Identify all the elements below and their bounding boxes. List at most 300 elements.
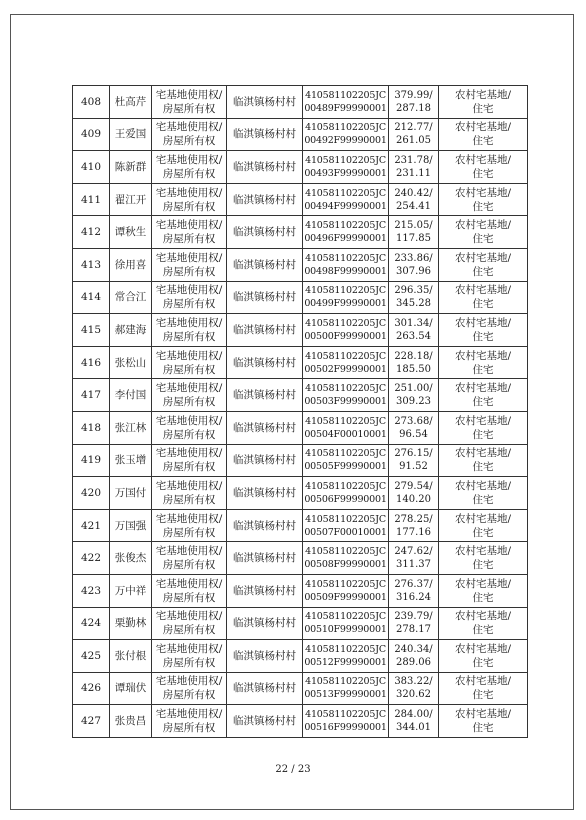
right-type-cell [152, 444, 227, 477]
area-line: 345.28 [396, 298, 431, 310]
table-row [73, 444, 528, 477]
land-use-line: 农村宅基地/ [454, 349, 512, 362]
owner-name-cell: 万国付 [110, 477, 152, 510]
right-type-line: 房屋所有权 [162, 428, 216, 441]
table-row [73, 672, 528, 705]
area-line: 301.34/ [394, 317, 433, 329]
table-row [73, 314, 528, 347]
parcel-code-line: 410581102205JC [305, 89, 386, 101]
owner-name-cell: 陈新群 [110, 151, 152, 184]
parcel-code-cell [303, 574, 389, 607]
land-use-line: 农村宅基地/ [454, 88, 512, 101]
land-use-line: 住宅 [472, 200, 494, 213]
area-line: 261.05 [396, 135, 431, 147]
owner-name-cell: 张玉增 [110, 444, 152, 477]
area-line: 279.54/ [394, 480, 433, 492]
parcel-code-line: 410581102205JC [305, 187, 386, 199]
right-type-cell [152, 281, 227, 314]
table-row [73, 542, 528, 575]
location-cell: 临淇镇杨村村 [227, 444, 303, 477]
record-number-cell: 416 [73, 346, 110, 379]
right-type-cell [152, 379, 227, 412]
area-line: 239.79/ [394, 611, 433, 623]
right-type-line: 房屋所有权 [162, 722, 216, 735]
location-cell: 临淇镇杨村村 [227, 118, 303, 151]
record-number-cell: 423 [73, 574, 110, 607]
area-line: 383.22/ [394, 676, 433, 688]
owner-name-cell: 翟江开 [110, 183, 152, 216]
right-type-cell [152, 248, 227, 281]
land-use-cell [439, 216, 528, 249]
table-row [73, 509, 528, 542]
right-type-line: 房屋所有权 [162, 591, 216, 604]
area-line: 344.01 [396, 722, 431, 734]
area-cell [389, 216, 439, 249]
right-type-cell [152, 411, 227, 444]
location-cell: 临淇镇杨村村 [227, 248, 303, 281]
location-cell: 临淇镇杨村村 [227, 216, 303, 249]
parcel-code-line: 00498F99990001 [304, 265, 387, 277]
table-row [73, 705, 528, 738]
right-type-line: 房屋所有权 [162, 330, 216, 343]
owner-name-cell: 徐用喜 [110, 248, 152, 281]
record-number-cell: 426 [73, 672, 110, 705]
parcel-code-line: 00494F99990001 [304, 200, 387, 212]
location-cell: 临淇镇杨村村 [227, 607, 303, 640]
right-type-line: 房屋所有权 [162, 102, 216, 115]
land-use-line: 农村宅基地/ [454, 316, 512, 329]
right-type-line: 宅基地使用权/ [155, 186, 223, 199]
parcel-code-cell [303, 118, 389, 151]
area-line: 307.96 [396, 265, 431, 277]
land-use-cell [439, 183, 528, 216]
right-type-line: 宅基地使用权/ [155, 316, 223, 329]
land-use-cell [439, 444, 528, 477]
owner-name-cell: 李付国 [110, 379, 152, 412]
area-line: 289.06 [396, 656, 431, 668]
parcel-code-line: 00510F99990001 [304, 624, 387, 636]
table-row [73, 151, 528, 184]
right-type-line: 宅基地使用权/ [155, 642, 223, 655]
land-use-line: 农村宅基地/ [454, 382, 512, 395]
land-use-line: 住宅 [472, 559, 494, 572]
area-line: 212.77/ [394, 122, 433, 134]
parcel-code-line: 00506F99990001 [304, 493, 387, 505]
owner-name-cell: 张江林 [110, 411, 152, 444]
record-number-cell: 408 [73, 86, 110, 119]
area-line: 254.41 [396, 200, 431, 212]
parcel-code-line: 410581102205JC [305, 220, 386, 232]
table-row [73, 248, 528, 281]
land-use-cell [439, 574, 528, 607]
parcel-code-line: 00513F99990001 [304, 689, 387, 701]
record-number-cell: 427 [73, 705, 110, 738]
right-type-cell [152, 477, 227, 510]
right-type-line: 宅基地使用权/ [155, 545, 223, 558]
land-use-line: 住宅 [472, 363, 494, 376]
table-row [73, 477, 528, 510]
parcel-code-line: 410581102205JC [305, 285, 386, 297]
land-use-line: 住宅 [472, 461, 494, 474]
area-line: 177.16 [396, 526, 431, 538]
land-use-line: 农村宅基地/ [454, 545, 512, 558]
owner-name-cell: 张松山 [110, 346, 152, 379]
area-cell [389, 346, 439, 379]
area-cell [389, 672, 439, 705]
area-line: 320.62 [396, 689, 431, 701]
land-use-line: 农村宅基地/ [454, 251, 512, 264]
right-type-line: 房屋所有权 [162, 624, 216, 637]
right-type-cell [152, 542, 227, 575]
parcel-code-line: 00507F00010001 [304, 526, 387, 538]
owner-name-cell: 张付根 [110, 640, 152, 673]
location-cell: 临淇镇杨村村 [227, 477, 303, 510]
parcel-code-line: 00493F99990001 [304, 167, 387, 179]
parcel-code-cell [303, 379, 389, 412]
area-cell [389, 281, 439, 314]
parcel-code-cell [303, 281, 389, 314]
record-number-cell: 413 [73, 248, 110, 281]
land-use-line: 农村宅基地/ [454, 284, 512, 297]
parcel-code-cell [303, 314, 389, 347]
record-number-cell: 418 [73, 411, 110, 444]
parcel-code-cell [303, 509, 389, 542]
parcel-code-cell [303, 411, 389, 444]
area-line: 296.35/ [394, 285, 433, 297]
area-cell [389, 607, 439, 640]
area-line: 284.00/ [394, 709, 433, 721]
record-number-cell: 409 [73, 118, 110, 151]
location-cell: 临淇镇杨村村 [227, 542, 303, 575]
right-type-line: 房屋所有权 [162, 461, 216, 474]
parcel-code-cell [303, 444, 389, 477]
parcel-code-cell [303, 672, 389, 705]
parcel-code-line: 00489F99990001 [304, 102, 387, 114]
land-use-cell [439, 86, 528, 119]
land-use-cell [439, 672, 528, 705]
land-use-line: 住宅 [472, 135, 494, 148]
area-line: 185.50 [396, 363, 431, 375]
area-line: 240.42/ [394, 187, 433, 199]
parcel-code-line: 410581102205JC [305, 480, 386, 492]
table-row [73, 118, 528, 151]
parcel-code-line: 410581102205JC [305, 709, 386, 721]
location-cell: 临淇镇杨村村 [227, 346, 303, 379]
land-use-line: 住宅 [472, 298, 494, 311]
land-use-line: 住宅 [472, 722, 494, 735]
right-type-line: 房屋所有权 [162, 167, 216, 180]
land-use-line: 农村宅基地/ [454, 675, 512, 688]
land-use-cell [439, 509, 528, 542]
right-type-line: 房屋所有权 [162, 265, 216, 278]
land-use-line: 住宅 [472, 493, 494, 506]
land-use-line: 农村宅基地/ [454, 708, 512, 721]
record-number-cell: 411 [73, 183, 110, 216]
land-use-line: 农村宅基地/ [454, 121, 512, 134]
area-line: 273.68/ [394, 415, 433, 427]
parcel-code-cell [303, 346, 389, 379]
location-cell: 临淇镇杨村村 [227, 574, 303, 607]
land-use-cell [439, 542, 528, 575]
area-line: 251.00/ [394, 383, 433, 395]
right-type-line: 宅基地使用权/ [155, 219, 223, 232]
parcel-code-cell [303, 477, 389, 510]
land-use-cell [439, 151, 528, 184]
area-line: 311.37 [396, 559, 431, 571]
area-line: 240.34/ [394, 643, 433, 655]
right-type-line: 房屋所有权 [162, 396, 216, 409]
parcel-code-line: 410581102205JC [305, 154, 386, 166]
area-cell [389, 574, 439, 607]
right-type-line: 宅基地使用权/ [155, 284, 223, 297]
area-line: 379.99/ [394, 89, 433, 101]
land-use-line: 住宅 [472, 396, 494, 409]
land-use-cell [439, 379, 528, 412]
owner-name-cell: 谭瑞伏 [110, 672, 152, 705]
area-line: 117.85 [396, 233, 431, 245]
table-row [73, 86, 528, 119]
parcel-code-line: 00504F00010001 [304, 428, 387, 440]
land-use-line: 农村宅基地/ [454, 186, 512, 199]
right-type-cell [152, 216, 227, 249]
record-number-cell: 415 [73, 314, 110, 347]
parcel-code-line: 00492F99990001 [304, 135, 387, 147]
location-cell: 临淇镇杨村村 [227, 314, 303, 347]
area-line: 96.54 [399, 428, 428, 440]
parcel-code-line: 410581102205JC [305, 643, 386, 655]
parcel-code-line: 410581102205JC [305, 317, 386, 329]
location-cell: 临淇镇杨村村 [227, 411, 303, 444]
right-type-line: 房屋所有权 [162, 135, 216, 148]
right-type-line: 宅基地使用权/ [155, 88, 223, 101]
registration-table [72, 85, 528, 738]
land-use-line: 农村宅基地/ [454, 479, 512, 492]
parcel-code-line: 00516F99990001 [304, 722, 387, 734]
area-cell [389, 379, 439, 412]
area-cell [389, 86, 439, 119]
parcel-code-line: 410581102205JC [305, 252, 386, 264]
parcel-code-line: 410581102205JC [305, 383, 386, 395]
record-number-cell: 421 [73, 509, 110, 542]
parcel-code-line: 410581102205JC [305, 546, 386, 558]
land-use-cell [439, 705, 528, 738]
right-type-cell [152, 151, 227, 184]
area-cell [389, 640, 439, 673]
land-use-line: 农村宅基地/ [454, 512, 512, 525]
table-body [73, 86, 528, 738]
land-use-line: 住宅 [472, 330, 494, 343]
parcel-code-cell [303, 183, 389, 216]
right-type-line: 宅基地使用权/ [155, 382, 223, 395]
right-type-line: 宅基地使用权/ [155, 414, 223, 427]
parcel-code-line: 410581102205JC [305, 122, 386, 134]
location-cell: 临淇镇杨村村 [227, 86, 303, 119]
right-type-line: 宅基地使用权/ [155, 675, 223, 688]
location-cell: 临淇镇杨村村 [227, 509, 303, 542]
land-use-line: 住宅 [472, 265, 494, 278]
parcel-code-line: 00502F99990001 [304, 363, 387, 375]
table-row [73, 216, 528, 249]
land-use-line: 农村宅基地/ [454, 447, 512, 460]
right-type-cell [152, 86, 227, 119]
parcel-code-line: 00499F99990001 [304, 298, 387, 310]
right-type-line: 房屋所有权 [162, 656, 216, 669]
area-line: 140.20 [396, 493, 431, 505]
land-use-line: 住宅 [472, 591, 494, 604]
parcel-code-line: 00500F99990001 [304, 330, 387, 342]
area-line: 316.24 [396, 591, 431, 603]
right-type-line: 房屋所有权 [162, 559, 216, 572]
table-row [73, 607, 528, 640]
land-use-line: 农村宅基地/ [454, 577, 512, 590]
record-number-cell: 414 [73, 281, 110, 314]
right-type-cell [152, 509, 227, 542]
right-type-line: 房屋所有权 [162, 526, 216, 539]
record-number-cell: 419 [73, 444, 110, 477]
right-type-cell [152, 183, 227, 216]
record-number-cell: 425 [73, 640, 110, 673]
land-use-line: 住宅 [472, 689, 494, 702]
area-cell [389, 705, 439, 738]
right-type-line: 房屋所有权 [162, 363, 216, 376]
area-cell [389, 314, 439, 347]
right-type-line: 宅基地使用权/ [155, 349, 223, 362]
area-line: 276.15/ [394, 448, 433, 460]
location-cell: 临淇镇杨村村 [227, 705, 303, 738]
right-type-cell [152, 118, 227, 151]
parcel-code-cell [303, 151, 389, 184]
right-type-cell [152, 672, 227, 705]
area-line: 309.23 [396, 396, 431, 408]
land-use-line: 住宅 [472, 167, 494, 180]
right-type-cell [152, 705, 227, 738]
owner-name-cell: 栗勤林 [110, 607, 152, 640]
right-type-line: 房屋所有权 [162, 689, 216, 702]
owner-name-cell: 杜高芹 [110, 86, 152, 119]
right-type-cell [152, 314, 227, 347]
area-cell [389, 509, 439, 542]
record-number-cell: 417 [73, 379, 110, 412]
land-use-cell [439, 281, 528, 314]
land-use-cell [439, 640, 528, 673]
right-type-cell [152, 640, 227, 673]
area-cell [389, 444, 439, 477]
parcel-code-line: 410581102205JC [305, 578, 386, 590]
record-number-cell: 412 [73, 216, 110, 249]
area-line: 233.86/ [394, 252, 433, 264]
record-number-cell: 420 [73, 477, 110, 510]
parcel-code-line: 00509F99990001 [304, 591, 387, 603]
location-cell: 临淇镇杨村村 [227, 183, 303, 216]
owner-name-cell: 万国强 [110, 509, 152, 542]
land-use-line: 住宅 [472, 656, 494, 669]
area-line: 91.52 [399, 461, 428, 473]
record-number-cell: 410 [73, 151, 110, 184]
land-use-line: 住宅 [472, 102, 494, 115]
parcel-code-line: 410581102205JC [305, 350, 386, 362]
right-type-cell [152, 574, 227, 607]
parcel-code-line: 00508F99990001 [304, 559, 387, 571]
land-use-line: 农村宅基地/ [454, 219, 512, 232]
area-line: 276.37/ [394, 578, 433, 590]
area-line: 228.18/ [394, 350, 433, 362]
location-cell: 临淇镇杨村村 [227, 672, 303, 705]
right-type-cell [152, 607, 227, 640]
record-number-cell: 424 [73, 607, 110, 640]
table-row [73, 411, 528, 444]
land-use-cell [439, 314, 528, 347]
location-cell: 临淇镇杨村村 [227, 281, 303, 314]
record-number-cell: 422 [73, 542, 110, 575]
right-type-cell [152, 346, 227, 379]
land-use-line: 住宅 [472, 428, 494, 441]
owner-name-cell: 郝建海 [110, 314, 152, 347]
right-type-line: 宅基地使用权/ [155, 708, 223, 721]
area-line: 278.17 [396, 624, 431, 636]
land-use-line: 农村宅基地/ [454, 642, 512, 655]
table-row [73, 379, 528, 412]
table-row [73, 346, 528, 379]
table-row [73, 640, 528, 673]
land-use-cell [439, 411, 528, 444]
parcel-code-line: 00505F99990001 [304, 461, 387, 473]
parcel-code-cell [303, 640, 389, 673]
area-line: 231.78/ [394, 154, 433, 166]
area-line: 287.18 [396, 102, 431, 114]
parcel-code-line: 00503F99990001 [304, 396, 387, 408]
right-type-line: 宅基地使用权/ [155, 121, 223, 134]
area-cell [389, 183, 439, 216]
area-cell [389, 477, 439, 510]
land-use-line: 住宅 [472, 233, 494, 246]
table-row [73, 183, 528, 216]
parcel-code-cell [303, 248, 389, 281]
owner-name-cell: 王爱国 [110, 118, 152, 151]
parcel-code-line: 410581102205JC [305, 611, 386, 623]
parcel-code-line: 00496F99990001 [304, 233, 387, 245]
right-type-line: 房屋所有权 [162, 298, 216, 311]
land-use-line: 农村宅基地/ [454, 414, 512, 427]
parcel-code-line: 00512F99990001 [304, 656, 387, 668]
area-line: 278.25/ [394, 513, 433, 525]
table-row [73, 574, 528, 607]
land-use-cell [439, 346, 528, 379]
land-use-line: 农村宅基地/ [454, 610, 512, 623]
right-type-line: 宅基地使用权/ [155, 447, 223, 460]
area-line: 231.11 [396, 167, 431, 179]
right-type-line: 宅基地使用权/ [155, 479, 223, 492]
parcel-code-cell [303, 607, 389, 640]
parcel-code-cell [303, 86, 389, 119]
land-use-cell [439, 607, 528, 640]
location-cell: 临淇镇杨村村 [227, 379, 303, 412]
land-use-line: 农村宅基地/ [454, 153, 512, 166]
parcel-code-cell [303, 216, 389, 249]
parcel-code-line: 410581102205JC [305, 415, 386, 427]
right-type-line: 宅基地使用权/ [155, 610, 223, 623]
owner-name-cell: 常合江 [110, 281, 152, 314]
location-cell: 临淇镇杨村村 [227, 151, 303, 184]
area-cell [389, 542, 439, 575]
land-use-cell [439, 477, 528, 510]
right-type-line: 宅基地使用权/ [155, 251, 223, 264]
land-use-cell [439, 248, 528, 281]
right-type-line: 房屋所有权 [162, 200, 216, 213]
parcel-code-cell [303, 542, 389, 575]
area-cell [389, 411, 439, 444]
land-use-cell [439, 118, 528, 151]
parcel-code-line: 410581102205JC [305, 448, 386, 460]
